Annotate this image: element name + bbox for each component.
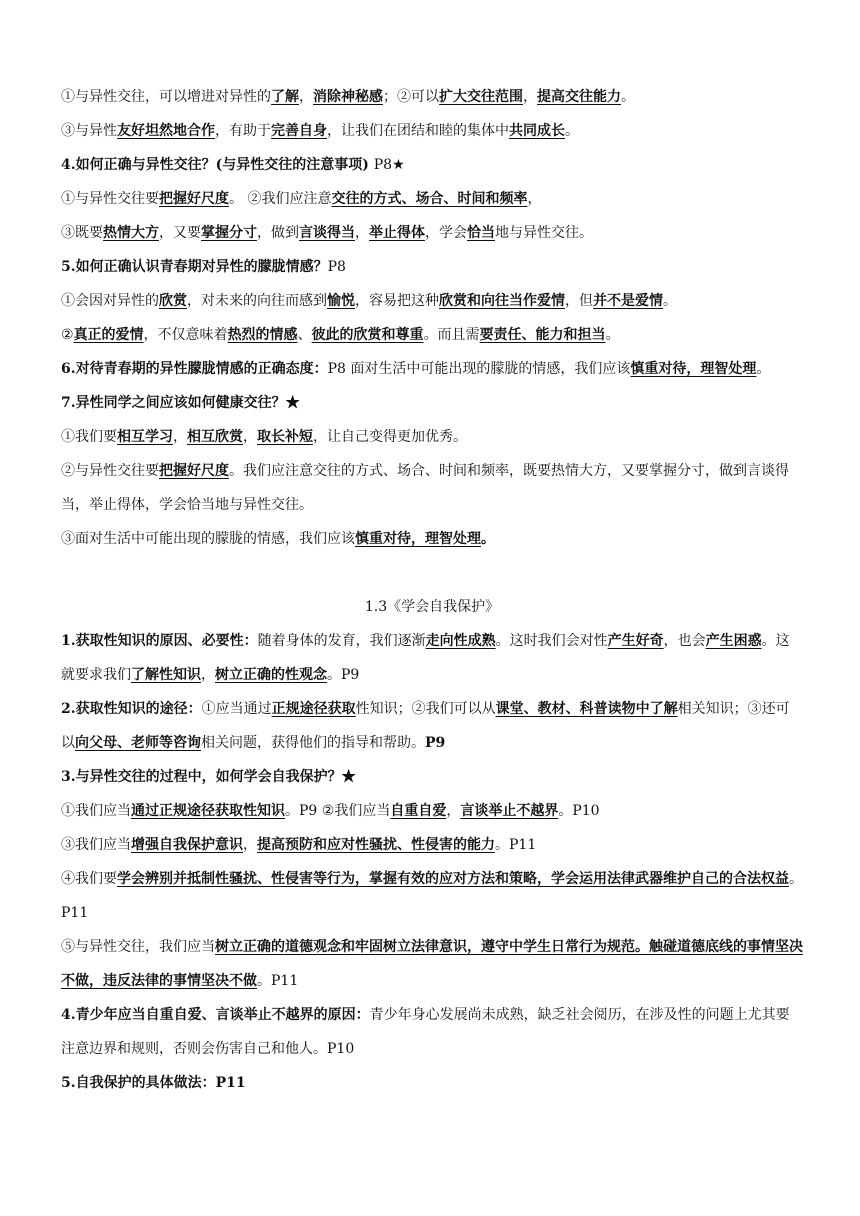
heading-section-5 — [61, 1066, 803, 1100]
text-run: 提高预防和应对性骚扰、性侵害的能力 — [257, 837, 495, 853]
text-run: 并不是爱情 — [593, 293, 663, 309]
text-run: 走向性成熟 — [425, 633, 496, 649]
heading-section-3 — [61, 760, 803, 794]
text-run: 性知识；②我们可以从 — [355, 701, 496, 717]
text-run: 3.与异性交往的过程中，如何学会自我保护？★ — [61, 769, 356, 785]
text-run: ， — [527, 191, 542, 207]
text-run: ①我们应当 — [61, 803, 131, 819]
text-run: 增强自我保护意识 — [131, 837, 243, 853]
text-run: ①与异性交往要 — [61, 191, 159, 207]
text-run: 树立正确的道德观念和牢固树立法律意识，遵守中学生日常行为规范。触碰道德底线的事情坚决不做，违反法律的事情坚决不做 — [61, 939, 803, 989]
text-run: 共同成长 — [509, 123, 565, 139]
paragraph-section-2 — [61, 692, 803, 760]
paragraph-19 — [61, 828, 803, 862]
text-run: 1.3《学会自我保护》 — [364, 599, 500, 615]
text-run: ②与异性交往要 — [61, 463, 159, 479]
text-run: 随着身体的发育，我们逐渐 — [257, 633, 426, 649]
text-run: 。而且需 — [423, 327, 480, 343]
text-run: 。 — [756, 361, 771, 377]
section-spacer — [61, 556, 803, 590]
text-run: 把握好尺度 — [159, 463, 229, 479]
text-run: 相互学习 — [117, 429, 173, 445]
text-run: 。P11 — [257, 973, 299, 989]
text-run: ，但 — [565, 293, 593, 309]
text-run: 。 — [565, 123, 579, 139]
text-run: ， — [243, 837, 257, 853]
paragraph-2 — [61, 114, 803, 148]
text-run: ② — [61, 327, 74, 343]
text-run: 正规途径获取 — [271, 701, 356, 717]
text-run: ，有助于 — [215, 123, 271, 139]
text-run: 举止得体 — [369, 225, 425, 241]
text-run: ④我们要 — [61, 871, 117, 887]
text-run: ①应当通过 — [201, 701, 272, 717]
section-title — [61, 590, 803, 624]
heading-question-5 — [61, 250, 803, 284]
text-run: 学会辨别并抵制性骚扰、性侵害等行为，掌握有效的应对方法和策略，学会运用法律武器维护自己的合法权益 — [117, 871, 789, 887]
text-run: ③我们应当 — [61, 837, 131, 853]
text-run: 相互欣赏 — [187, 429, 243, 445]
text-run: ，学会 — [425, 225, 467, 241]
text-run: 。这时我们会对性 — [495, 633, 608, 649]
text-run: 7.异性同学之间应该如何健康交往？★ — [61, 395, 300, 411]
text-run: 。P9 ②我们应当 — [285, 803, 391, 819]
text-run: 。P10 — [558, 803, 600, 819]
text-run: 。 — [621, 89, 635, 105]
text-run: 产生好奇 — [607, 633, 664, 649]
text-run: ，也会 — [663, 633, 706, 649]
text-run: 自重自爱 — [390, 803, 447, 819]
text-run: ①与异性交往，可以增进对异性的 — [61, 89, 271, 105]
text-run: 地与异性交往。 — [495, 225, 593, 241]
text-run: 。这就要求我们 — [61, 633, 790, 683]
paragraph-4 — [61, 182, 803, 216]
paragraph-question-6 — [61, 352, 803, 386]
text-run: ， — [446, 803, 461, 819]
text-run: 。 — [481, 531, 495, 547]
text-run: ①我们要 — [61, 429, 117, 445]
text-run: P8 — [327, 259, 346, 275]
text-run: ， — [355, 225, 369, 241]
text-run: 友好坦然地合作 — [117, 123, 215, 139]
text-run: ， — [173, 429, 187, 445]
text-run: 青少年身心发展尚未成熟，缺乏社会阅历，在涉及性的问题上尤其要注意边界和规则，否则会伤害自己和他人。P10 — [61, 1007, 790, 1057]
text-run: 树立正确的性观念 — [215, 667, 327, 683]
text-run: ，不仅意味着 — [143, 327, 228, 343]
text-run: 。 — [605, 327, 620, 343]
text-run: 相关问题，获得他们的指导和帮助。 — [201, 735, 425, 751]
paragraph-11 — [61, 420, 803, 454]
text-run: 交往的方式、场合、时间和频率 — [331, 191, 528, 207]
paragraph-18 — [61, 794, 803, 828]
text-run: ，让自己变得更加优秀。 — [313, 429, 467, 445]
text-run: 恰当 — [467, 225, 495, 241]
text-run: 课堂、教材、科普读物中了解 — [495, 701, 678, 717]
text-run: 欣赏和向往当作爱情 — [439, 293, 565, 309]
text-run: ，让我们在团结和睦的集体中 — [327, 123, 509, 139]
text-run: 真正的爱情 — [73, 327, 144, 343]
text-run: 欣赏 — [159, 293, 187, 309]
text-run: 慎重对待，理智处理 — [630, 361, 757, 377]
text-run: 了解 — [271, 89, 299, 105]
text-run: 。P11 — [61, 871, 803, 921]
text-run: ③与异性 — [61, 123, 117, 139]
text-run: P8 面对生活中可能出现的朦胧的情感，我们应该 — [327, 361, 631, 377]
text-run: 4.如何正确与异性交往？(与异性交往的注意事项) — [61, 157, 374, 173]
text-run: 。 ②我们应注意 — [229, 191, 332, 207]
text-run: 5.如何正确认识青春期对异性的朦胧情感？ — [61, 259, 328, 275]
text-run: 热烈的情感 — [227, 327, 298, 343]
text-run: 扩大交往范围 — [439, 89, 523, 105]
text-run: ， — [523, 89, 537, 105]
text-run: 产生困惑 — [705, 633, 762, 649]
text-run: 6.对待青春期的异性朦胧情感的正确态度： — [61, 361, 328, 377]
text-run: 2.获取性知识的途径： — [61, 701, 202, 717]
text-run: 。我们应注意交往的方式、场合、时间和频率，既要热情大方，又要掌握分寸，做到言谈得当，举止得体，学会恰当地与异性交往。 — [61, 463, 789, 513]
paragraph-12 — [61, 454, 803, 522]
text-run: 愉悦 — [327, 293, 355, 309]
text-run: ， — [201, 667, 215, 683]
text-run: 。 — [663, 293, 677, 309]
text-run: 言谈举止不越界 — [460, 803, 559, 819]
text-run: 1.获取性知识的原因、必要性： — [61, 633, 258, 649]
text-run: 4.青少年应当自重自爱、言谈举止不越界的原因： — [61, 1007, 370, 1023]
paragraph-20 — [61, 862, 803, 930]
text-run: 要责任、能力和担当 — [479, 327, 606, 343]
text-run: 了解性知识 — [131, 667, 201, 683]
paragraph-5 — [61, 216, 803, 250]
text-run: ， — [243, 429, 257, 445]
text-run: ，容易把这种 — [355, 293, 439, 309]
text-run: 把握好尺度 — [159, 191, 229, 207]
text-run: ， — [299, 89, 313, 105]
text-run: P9 — [425, 735, 446, 751]
document-page — [61, 80, 803, 1100]
paragraph-section-1 — [61, 624, 803, 692]
text-run: 5.自我保护的具体做法： — [61, 1075, 216, 1091]
text-run: 通过正规途径获取性知识 — [131, 803, 285, 819]
text-run: ，又要 — [159, 225, 201, 241]
paragraph-13 — [61, 522, 803, 556]
text-run: 。P11 — [495, 837, 537, 853]
text-run: 、 — [297, 327, 312, 343]
text-run: 消除神秘感 — [313, 89, 383, 105]
paragraph-7 — [61, 284, 803, 318]
paragraph-8 — [61, 318, 803, 352]
text-run: 掌握分寸 — [201, 225, 257, 241]
text-run: 彼此的欣赏和尊重 — [311, 327, 424, 343]
text-run: 热情大方 — [103, 225, 159, 241]
text-run: 。P9 — [327, 667, 360, 683]
text-run: ①会因对异性的 — [61, 293, 159, 309]
text-run: ；②可以 — [383, 89, 439, 105]
text-run: ③既要 — [61, 225, 103, 241]
paragraph-1 — [61, 80, 803, 114]
heading-question-4 — [61, 148, 803, 182]
text-run: 完善自身 — [271, 123, 327, 139]
text-run: P8★ — [373, 157, 405, 173]
text-run: 慎重对待，理智处理 — [355, 531, 481, 547]
text-run: ③面对生活中可能出现的朦胧的情感，我们应该 — [61, 531, 355, 547]
paragraph-section-4 — [61, 998, 803, 1066]
text-run: 提高交往能力 — [537, 89, 621, 105]
text-run: 相关知识；③还可以 — [61, 701, 790, 751]
text-run: P11 — [215, 1075, 246, 1091]
paragraph-21 — [61, 930, 803, 998]
text-run: 取长补短 — [257, 429, 313, 445]
text-run: 言谈得当 — [299, 225, 355, 241]
text-run: ⑤与异性交往，我们应当 — [61, 939, 215, 955]
heading-question-7 — [61, 386, 803, 420]
text-run: ，做到 — [257, 225, 299, 241]
text-run: 向父母、老师等咨询 — [75, 735, 201, 751]
text-run: ，对未来的向往而感到 — [187, 293, 327, 309]
